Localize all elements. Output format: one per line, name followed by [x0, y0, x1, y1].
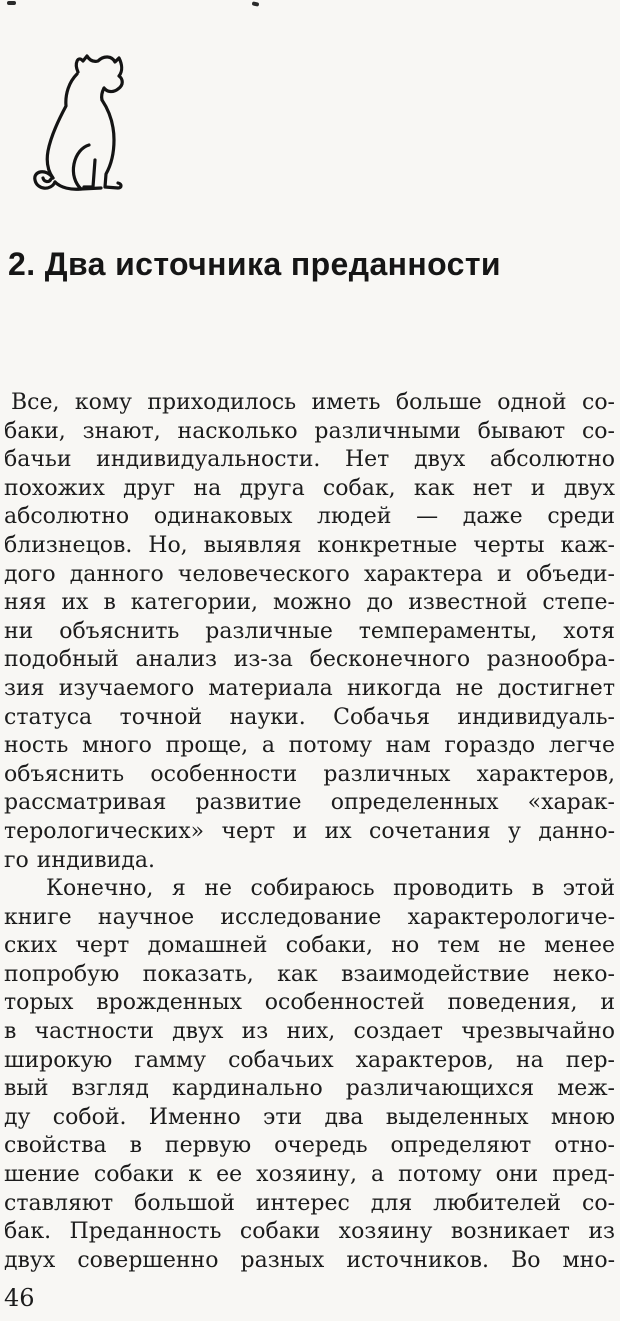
text-line: ставляют большой интерес для любителей со- [4, 1190, 615, 1216]
text-line: го индивида. [4, 847, 156, 873]
text-line: свойства в первую очередь определяют отно- [4, 1133, 615, 1159]
text-line: торых врожденных особенностей поведения, и [4, 990, 615, 1016]
text-line: терологических» черт и их сочетания у данно- [4, 818, 615, 844]
text-line: бак. Преданность собаки хозяину возникает из [4, 1219, 615, 1245]
chapter-heading: 2. Два источника преданности [8, 246, 501, 282]
scan-artifact [252, 1, 260, 6]
text-line: ду собой. Именно эти два выделенных мною [4, 1104, 615, 1130]
text-line: в частности двух из них, создает чрезвычайно [4, 1019, 615, 1045]
text-line: вый взгляд кардинально различающихся меж- [4, 1076, 615, 1102]
text-line: абсолютно одинаковых людей — даже среди [4, 504, 615, 530]
text-line: няя их в категории, можно до известной степе- [4, 590, 615, 616]
text-line: дого данного человеческого характера и объеди- [4, 561, 615, 587]
text-line: ских черт домашней собаки, но тем не менее [4, 933, 615, 959]
text-line: бачьи индивидуальности. Нет двух абсолютно [4, 447, 615, 473]
text-line: Все, кому приходилось иметь больше одной со- [11, 390, 615, 415]
dog-illustration [22, 46, 138, 198]
text-line: подобный анализ из-за бесконечного разнообра- [4, 647, 615, 673]
text-line: ность много проще, а потому нам гораздо легче [4, 733, 615, 759]
text-line: статуса точной науки. Собачья индивидуаль- [4, 704, 615, 730]
text-line: рассматривая развитие определенных «харак- [4, 790, 615, 816]
text-line: книге научное исследование характерологиче- [4, 904, 615, 930]
text-line: шение собаки к ее хозяину, а потому они пред- [4, 1162, 615, 1188]
text-line: широкую гамму собачьих характеров, на пер- [4, 1047, 615, 1073]
text-line: баки, знают, насколько различными бывают со- [4, 418, 615, 444]
text-line: объяснить особенности различных характеров, [4, 761, 615, 787]
body-text [4, 389, 615, 1275]
scan-artifact [7, 1, 16, 5]
text-line: похожих друг на друга собак, как нет и двух [4, 475, 615, 501]
text-line: ни объяснить различные темпераменты, хотя [4, 618, 615, 644]
text-line: попробую показать, как взаимодействие неко- [4, 961, 615, 987]
page-number: 46 [4, 1284, 35, 1312]
text-line: зия изучаемого материала никогда не достигнет [4, 675, 615, 701]
text-line: Конечно, я не собираюсь проводить в этой [46, 876, 615, 902]
text-line: двух совершенно разных источников. Во мно- [4, 1247, 615, 1273]
text-line: близнецов. Но, выявляя конкретные черты каж- [4, 532, 615, 558]
